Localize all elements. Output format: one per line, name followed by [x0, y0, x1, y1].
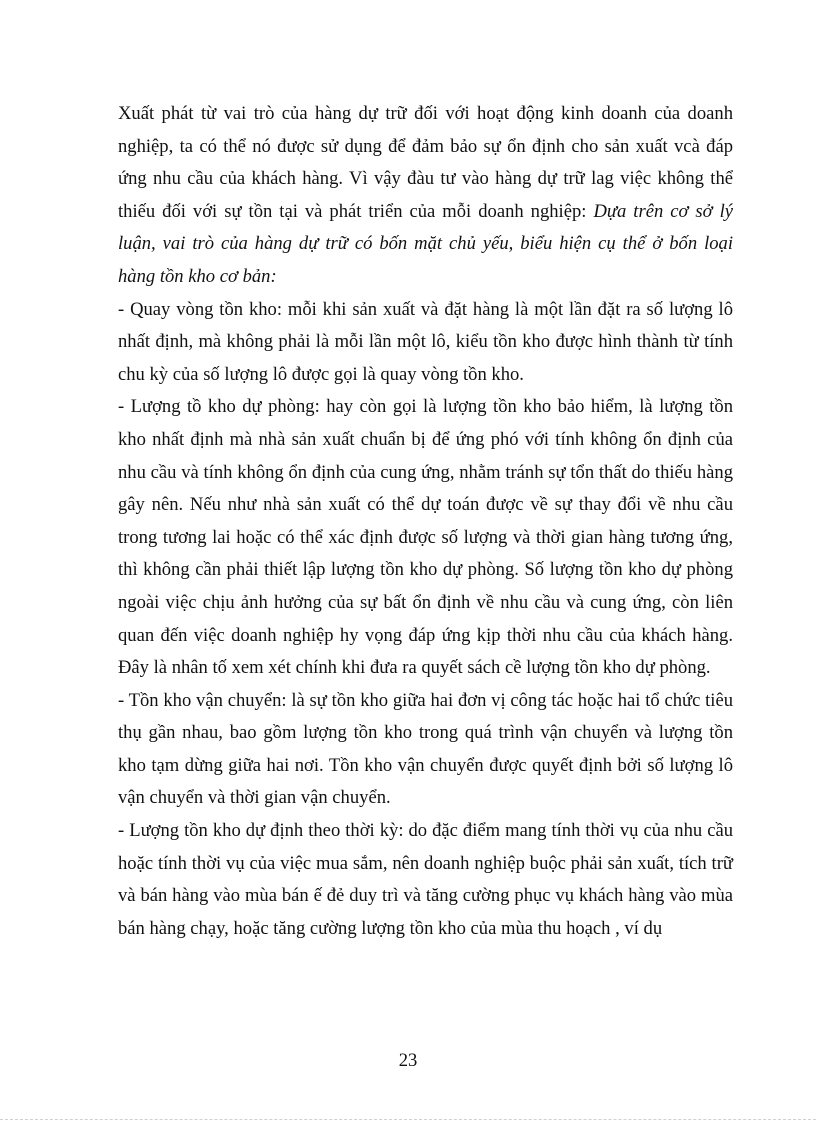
page-number: 23: [398, 1050, 418, 1071]
intro-text: Xuất phát từ vai trò của hàng dự trữ đối với hoạt động kinh doanh của doanh nghiệp, ta có thể nó được sử dụng để đảm bảo sự ổn định cho sản xuất vcà đáp ứng nhu cầu của khách hàng. Vì vậy đàu tư vào hàng dự trữ lag việc không thể thiếu đối với sự tồn tại và phát triển của mỗi doanh nghiệp:: [118, 103, 733, 222]
paragraph-cycle-stock: - Quay vòng tồn kho: mỗi khi sản xuất và đặt hàng là một lần đặt ra số lượng lô nhất định, mà không phải là mỗi lần một lô, kiểu tồn kho được hình thành từ tính chu kỳ của số lượng lô được gọi là quay vòng tồn kho.: [118, 298, 733, 385]
paragraph-safety-stock: - Lượng tồ kho dự phòng: hay còn gọi là lượng tồn kho bảo hiểm, là lượng tồn kho nhất định mà nhà sản xuất chuẩn bị để ứng phó với tính không ổn định của nhu cầu và tính không ổn định của cung ứng, nhằm tránh sự tổn thất do thiếu hàng gây nên. Nếu như nhà sản xuất có thể dự toán được về sự thay đổi về nhu cầu trong tương lai hoặc có thể xác định được số lượng và thời gian hàng tương ứng, thì không cần phải thiết lập lượng tồn kho dự phòng. Số lượng tồn kho dự phòng ngoài việc chịu ảnh hưởng của sự bất ổn định về nhu cầu và cung ứng, còn liên quan đến việc doanh nghiệp hy vọng đáp ứng kịp thời nhu cầu của khách hàng. Đây là nhân tố xem xét chính khi đưa ra quyết sách cề lượng tồn kho dự phòng.: [118, 396, 733, 679]
page-bottom-border: [0, 1119, 816, 1120]
body-text: [118, 98, 733, 945]
paragraph-transit-stock: - Tồn kho vận chuyển: là sự tồn kho giữa hai đơn vị công tác hoặc hai tổ chức tiêu thụ gần nhau, bao gồm lượng tồn kho trong quá trình vận chuyển và lượng tồn kho tạm dừng giữa hai nơi. Tồn kho vận chuyển được quyết định bởi số lượng lô vận chuyển và thời gian vận chuyển.: [118, 689, 733, 809]
paragraph-intro: [118, 98, 733, 294]
paragraph-seasonal-stock: - Lượng tồn kho dự định theo thời kỳ: do đặc điểm mang tính thời vụ của nhu cầu hoặc tính thời vụ của việc mua sắm, nên doanh nghiệp buộc phải sản xuất, tích trữ và bán hàng vào mùa bán ế đẻ duy trì và tăng cường phục vụ khách hàng vào mùa bán hàng chạy, hoặc tăng cường lượng tồn kho của mùa thu hoạch , ví dụ: [118, 820, 733, 939]
intro-italic-text: Dựa trên cơ sở lý luận, vai trò của hàng dự trữ có bốn mặt chủ yếu, biểu hiện cụ thể ở bốn loại hàng tồn kho cơ bản:: [118, 200, 733, 287]
